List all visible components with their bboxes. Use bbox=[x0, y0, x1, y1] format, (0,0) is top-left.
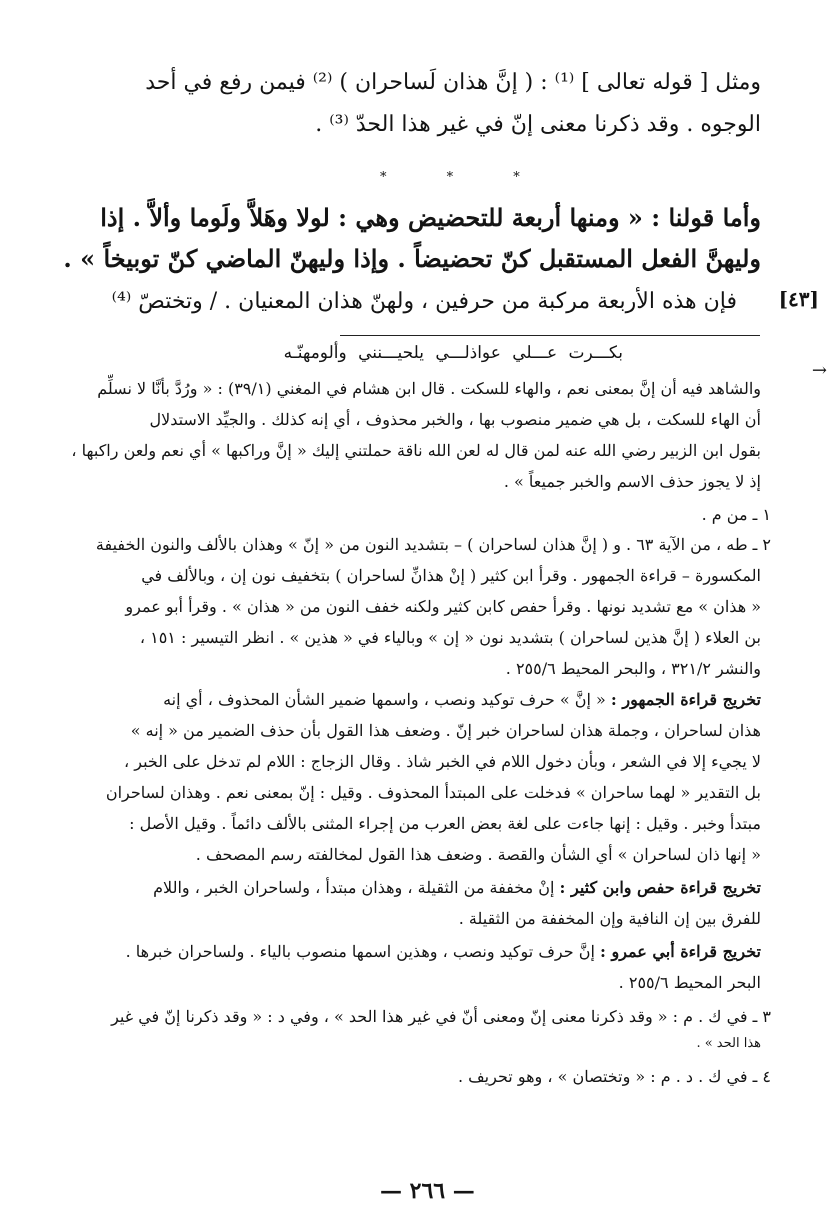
footnote-intro-line: أن الهاء للسكت ، بل هي ضمير منصوب بها ، والخبر محذوف ، أي إنه كذلك . والجيِّد الاستدلال bbox=[149, 410, 761, 429]
footnote-intro-line: والشاهد فيه أن إنَّ بمعنى نعم ، والهاء للسكت . قال ابن هشام في المغني (٣٩/١) : « ورُدَّ بأنَّا لا نسلِّم bbox=[97, 379, 761, 398]
hafs-heading: تخريج قراءة حفص وابن كثير : bbox=[559, 878, 761, 897]
hafs-paragraph-line: للفرق بين إن النافية وإن المخففة من الثقيلة . bbox=[458, 909, 761, 928]
section-separator-stars: * * * bbox=[380, 170, 548, 185]
footnote-2-line: المكسورة – قراءة الجمهور . وقرأ ابن كثير ( إنْ هذانِّ لساحران ) بتخفيف نون إن ، وبالألف في bbox=[141, 566, 761, 585]
poetry-verse: بكـــرت عـــلي عواذلـــي يلحيـــنني وألومهنّـه bbox=[283, 343, 623, 363]
footnote-1: ١ ـ من م . bbox=[701, 505, 771, 524]
jumhur-paragraph-line: لا يجيء إلا في الشعر ، وبأن دخول اللام في الخبر شاذ . وقال الزجاج : اللام لم تدخل على الخبر ، bbox=[123, 752, 761, 771]
footnote-2-line: والنشر ٣٢١/٢ ، والبحر المحيط ٢٥٥/٦ . bbox=[505, 659, 761, 678]
footnote-intro-line: إذ لا يجوز حذف الاسم والخبر جميعاً » . bbox=[503, 472, 761, 491]
abuamr-heading: تخريج قراءة أبي عمرو : bbox=[600, 942, 761, 961]
jumhur-heading: تخريج قراءة الجمهور : bbox=[610, 690, 761, 709]
abuamr-text: إنَّ حرف توكيد ونصب ، وهذين اسمها منصوب بالياء . ولساحران خبرها . bbox=[125, 942, 595, 961]
margin-page-reference: [٤٣] bbox=[778, 287, 819, 311]
bold-quote-line-1: وأما قولنا : « ومنها أربعة للتحضيض وهي : لولا وهَلاَّ ولَوما وألاَّ . إذا bbox=[100, 203, 761, 232]
abuamr-paragraph-line bbox=[71, 942, 761, 961]
footnote-intro-line: بقول ابن الزبير رضي الله عنه لمن قال له لعن الله ناقة حملتني إليك « إنَّ وراكبها » أي نعم ولعن راكبها ، bbox=[71, 441, 761, 460]
footnote-2-line: بن العلاء ( إنَّ هذين لساحران ) بتشديد نون « إن » وبالياء في « هذين » . انظر التيسير : ١٥١ ، bbox=[139, 628, 761, 647]
jumhur-paragraph-line: هذان لساحران ، وجملة هذان لساحران خبر إنّ . وضعف هذا القول بأن حذف الضمير من « إنه » bbox=[130, 721, 761, 740]
jumhur-paragraph-line bbox=[71, 690, 761, 709]
jumhur-paragraph-line: « إنها ذان لساحران » أي الشأن والقصة . وضعف هذا القول لمخالفته رسم المصحف . bbox=[195, 845, 761, 864]
margin-arrow-icon: → bbox=[811, 360, 827, 381]
footnote-divider bbox=[340, 335, 760, 336]
jumhur-paragraph-line: بل التقدير « لهما ساحران » فدخلت على المبتدأ المحذوف . وقيل : إنّ بمعنى نعم . وهذان لساحران bbox=[105, 783, 761, 802]
hafs-text: إنْ مخففة من الثقيلة ، وهذان مبتدأ ، ولساحران الخبر ، واللام bbox=[153, 878, 555, 897]
footnote-3-line: هذا الحد » . bbox=[696, 1036, 761, 1051]
main-text-line-1: ومثل [ قوله تعالى ] ⁽¹⁾ : ( إنَّ هذان لَساحران ) ⁽²⁾ فيمن رفع في أحد bbox=[145, 70, 761, 95]
footnote-3-line: ٣ ـ في ك . م : « وقد ذكرنا معنى إنّ ومعنى أنّ في غير هذا الحد » ، وفي د : « وقد ذكرنا إنّ في غير bbox=[111, 1007, 771, 1026]
main-text-line-2: الوجوه . وقد ذكرنا معنى إنّ في غير هذا الحدّ ⁽³⁾ . bbox=[315, 112, 761, 137]
hafs-paragraph-line bbox=[71, 878, 761, 897]
main-text-line-3: فإن هذه الأربعة مركبة من حرفين ، ولهنّ هذان المعنيان . / وتختصّ ⁽⁴⁾ bbox=[111, 289, 737, 314]
jumhur-paragraph-line: مبتدأ وخبر . وقيل : إنها جاءت على لغة بعض العرب من إجراء المثنى بالألف دائماً . وقيل الأصل : bbox=[129, 814, 761, 833]
footnote-4: ٤ ـ في ك . د . م : « وتختصان » ، وهو تحريف . bbox=[457, 1067, 771, 1086]
jumhur-text: « إنَّ » حرف توكيد ونصب ، واسمها ضمير الشأن المحذوف ، أي إنه bbox=[163, 690, 606, 709]
footnote-2-line: « هذان » مع تشديد نونها . وقرأ حفص كابن كثير ولكنه خفف النون من « هذان » . وقرأ أبو عمرو bbox=[125, 597, 761, 616]
abuamr-paragraph-line: البحر المحيط ٢٥٥/٦ . bbox=[618, 973, 761, 992]
footnote-2-line: ٢ ـ طه ، من الآية ٦٣ . و ( إنَّ هذان لساحران ) – بتشديد النون من « إنّ » وهذان بالألف والنون الخفيفة bbox=[95, 535, 771, 554]
page-number: — ٢٦٦ — bbox=[380, 1178, 475, 1204]
bold-quote-line-2: وليهنَّ الفعل المستقبل كنّ تحضيضاً . وإذا وليهنّ الماضي كنّ توبيخاً » . bbox=[63, 244, 761, 273]
